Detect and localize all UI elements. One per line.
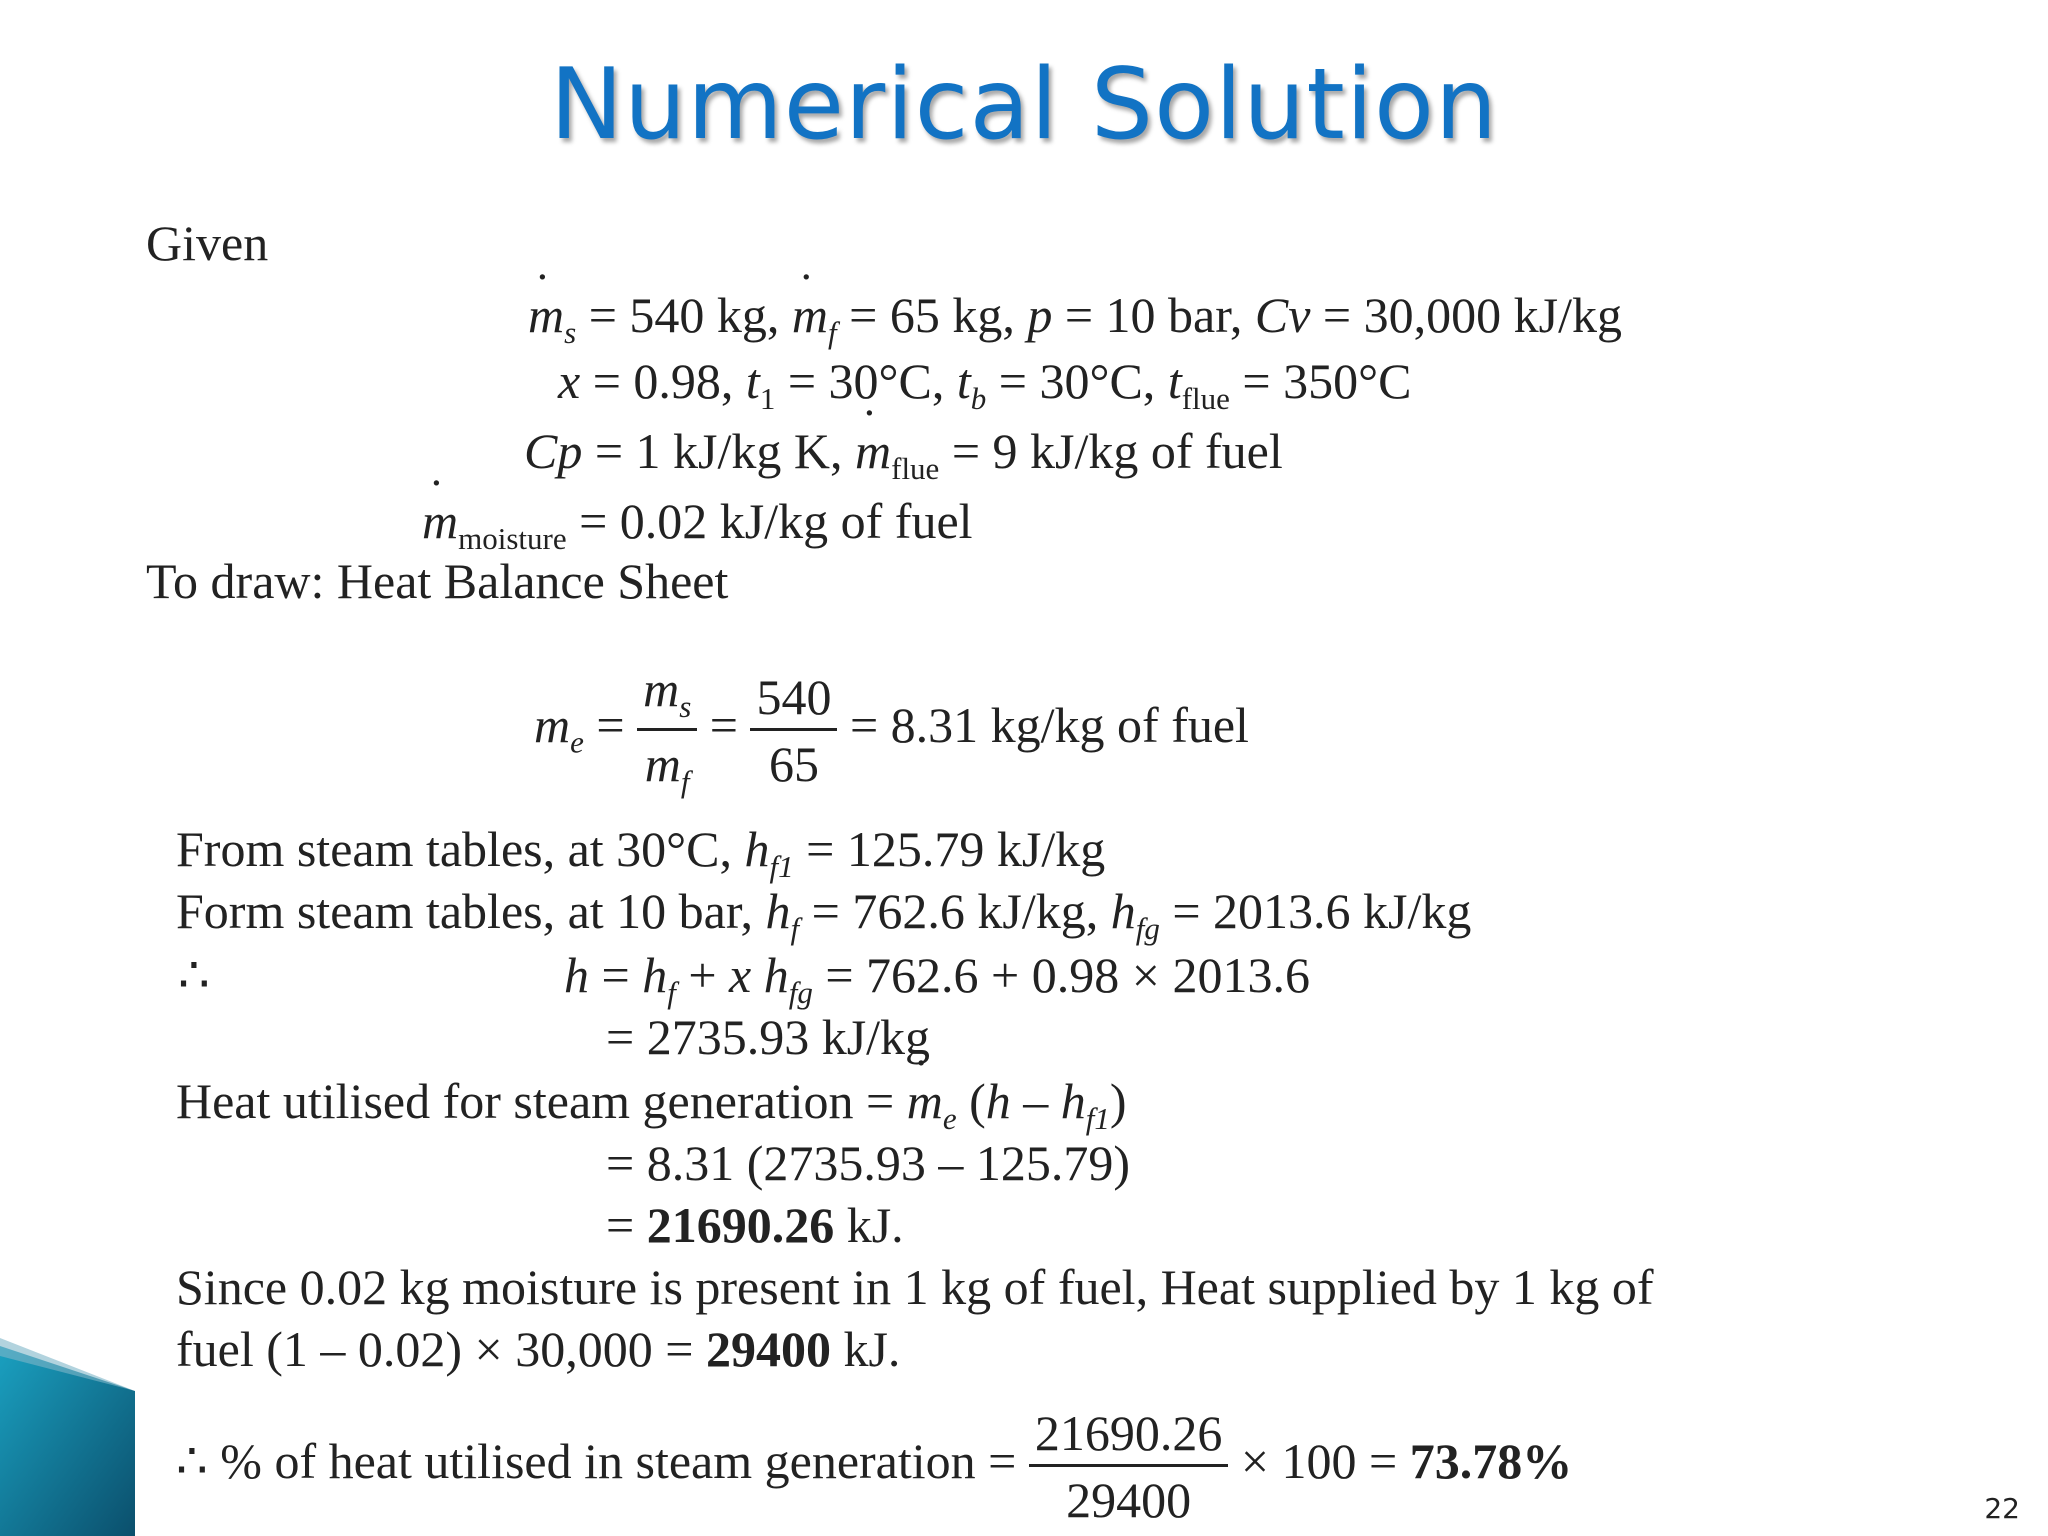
heat-me-symbol: ˙ m (907, 1073, 943, 1129)
frac-denominator-subscript: f (680, 763, 690, 799)
mmoisture-subscript: moisture (458, 520, 567, 556)
h-hf-symbol: h (642, 947, 668, 1003)
percent-prefix: ∴ % of heat utilised in steam generation = (176, 1432, 1029, 1489)
heat-hf1-symbol: h (1060, 1073, 1086, 1129)
h-symbol: h (564, 947, 589, 1003)
corner-decoration (0, 1296, 140, 1536)
tflue-subscript: flue (1181, 380, 1230, 416)
heat-line-2: = 8.31 (2735.93 – 125.79) (606, 1135, 1130, 1191)
x-value: = 0.98, (580, 353, 746, 409)
mmoisture-symbol: ˙ m (422, 493, 458, 549)
percent-denominator: 29400 (1066, 1472, 1192, 1528)
t1-symbol: t (745, 353, 760, 409)
hfg-value: = 2013.6 kJ/kg (1159, 883, 1472, 939)
tb-value: = 30°C, (986, 353, 1168, 409)
ms-over-mf-fraction (637, 661, 697, 799)
heat-line3-prefix: = (606, 1197, 647, 1253)
heat-me-subscript: e (942, 1100, 957, 1136)
frac-numerator-subscript: s (679, 688, 692, 724)
hf1-value: = 125.79 kJ/kg (793, 821, 1106, 877)
heat-utilised-text: Heat utilised for steam generation = (176, 1073, 907, 1129)
h-hf-subscript: f (667, 974, 676, 1010)
given-label: Given (146, 215, 269, 271)
h-hfg-symbol: h (763, 947, 789, 1003)
tflue-value: = 350°C (1229, 353, 1412, 409)
heat-minus: – (1010, 1073, 1061, 1129)
mflue-value: = 9 kJ/kg of fuel (939, 423, 1283, 479)
enthalpy-equation (564, 947, 1310, 1010)
frac-65: 65 (768, 735, 819, 792)
ms-subscript: s (564, 314, 577, 350)
me-subscript: e (570, 724, 584, 760)
given-line-2 (558, 353, 1412, 416)
hf-value: = 762.6 kJ/kg, (799, 883, 1111, 939)
since-line-1: Since 0.02 kg moisture is present in 1 kg of fuel, Heat supplied by 1 kg of (176, 1259, 1654, 1315)
h-hfg-subscript: fg (788, 974, 813, 1010)
tb-symbol: t (956, 353, 971, 409)
to-draw-line: To draw: Heat Balance Sheet (146, 553, 729, 609)
steam2-text: Form steam tables, at 10 bar, (176, 883, 766, 939)
cp-symbol: Cp (524, 423, 583, 479)
slide-title: Numerical Solution (549, 48, 1499, 162)
tb-subscript: b (970, 380, 987, 416)
given-line-1 (528, 287, 1622, 350)
me-equation (534, 661, 1249, 799)
hf-subscript: f (790, 910, 800, 946)
mf-value: = 65 kg, (836, 287, 1028, 343)
since-line2-suffix: kJ. (830, 1321, 901, 1377)
me-result: = 8.31 kg/kg of fuel (837, 696, 1249, 753)
mflue-symbol: ˙ m (855, 423, 891, 479)
t1-value: = 30°C, (775, 353, 957, 409)
540-over-65-fraction (750, 668, 837, 792)
corner-shape (0, 1346, 135, 1536)
h-expression: = 762.6 + 0.98 × 2013.6 (812, 947, 1310, 1003)
hf1-subscript: f1 (769, 848, 794, 884)
given-line-3 (524, 423, 1283, 486)
since-line2-prefix: fuel (1 – 0.02) × 30,000 = (176, 1321, 706, 1377)
p-value: = 10 bar, (1052, 287, 1255, 343)
percent-line (176, 1405, 1573, 1528)
frac-540: 540 (750, 672, 837, 731)
heat-supplied-value: 29400 (705, 1321, 831, 1377)
given-line-4 (422, 493, 973, 556)
mf-symbol: ˙ m (792, 287, 828, 343)
me-equals: = (583, 696, 638, 753)
me-symbol: m (534, 696, 571, 753)
since-line-2 (176, 1321, 901, 1377)
ms-value: = 540 kg, (576, 287, 792, 343)
page-number: 22 (1984, 1492, 2020, 1525)
heat-h-symbol: h (985, 1073, 1011, 1129)
hfg-symbol: h (1110, 883, 1136, 939)
heat-hf1-subscript: f1 (1085, 1100, 1110, 1136)
percent-fraction (1029, 1405, 1229, 1528)
hfg-subscript: fg (1135, 910, 1160, 946)
cp-value: = 1 kJ/kg K, (582, 423, 856, 479)
heat-open-paren: ( (956, 1073, 986, 1129)
p-symbol: p (1027, 287, 1053, 343)
hf-symbol: h (765, 883, 791, 939)
steam-table-line-2 (176, 883, 1472, 946)
me-equals-2: = (697, 696, 751, 753)
mflue-subscript: flue (891, 450, 940, 486)
ms-symbol: ˙ m (528, 287, 564, 343)
cv-symbol: Cv (1254, 287, 1311, 343)
heat-line-3 (606, 1197, 904, 1253)
h-x-symbol: x (729, 947, 752, 1003)
h-plus: + (675, 947, 730, 1003)
t1-subscript: 1 (759, 380, 776, 416)
mmoisture-value: = 0.02 kJ/kg of fuel (566, 493, 973, 549)
frac-numerator-symbol: m (643, 661, 680, 717)
percent-numerator: 21690.26 (1029, 1408, 1229, 1467)
percent-mid: × 100 = (1228, 1432, 1410, 1489)
heat-line3-suffix: kJ. (834, 1197, 904, 1253)
percent-value: 73.78% (1409, 1432, 1573, 1489)
heat-utilised-value: 21690.26 (646, 1197, 835, 1253)
heat-utilised-line (176, 1073, 1127, 1136)
frac-denominator-symbol: m (644, 735, 681, 792)
steam1-text: From steam tables, at 30°C, (176, 821, 745, 877)
mf-subscript: f (828, 314, 837, 350)
enthalpy-result: = 2735.93 kJ/kg (606, 1009, 931, 1065)
tflue-symbol: t (1167, 353, 1182, 409)
h-equals: = (589, 947, 643, 1003)
heat-close-paren: ) (1109, 1073, 1127, 1129)
cv-value: = 30,000 kJ/kg (1310, 287, 1622, 343)
hf1-symbol: h (744, 821, 770, 877)
therefore-symbol: ∴ (178, 947, 210, 1003)
x-symbol: x (558, 353, 581, 409)
steam-table-line-1 (176, 821, 1106, 884)
